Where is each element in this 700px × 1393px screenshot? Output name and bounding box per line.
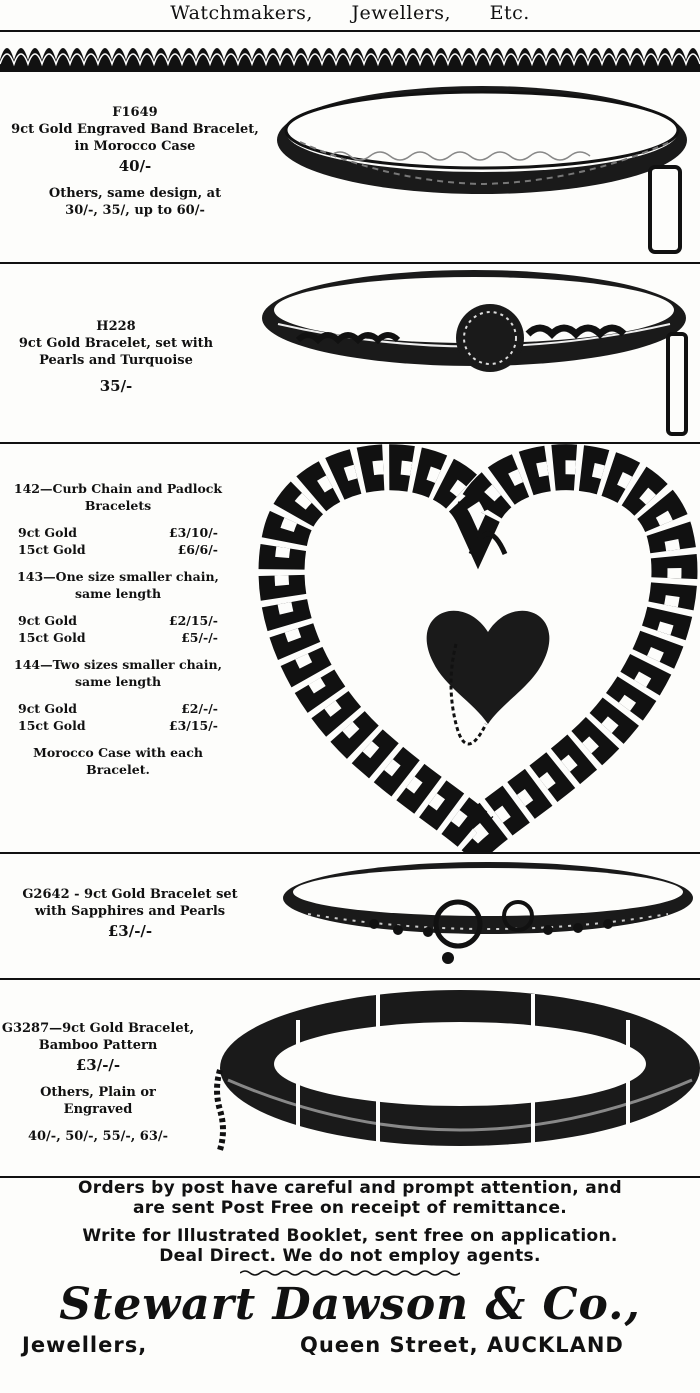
item-h228-desc1: 9ct Gold Bracelet, set with: [18, 336, 214, 351]
price-row-value: £3/10/-: [168, 525, 218, 540]
item-f1649-code: F1649: [112, 105, 158, 120]
item-g3287-extra3: 40/-, 50/-, 55/-, 63/-: [27, 1129, 169, 1144]
address-jewellers: Jewellers,: [22, 1333, 148, 1357]
item-f1649-desc2: in Morocco Case: [74, 139, 196, 154]
price-row-label: 15ct Gold: [18, 630, 86, 645]
price-row-label: 15ct Gold: [18, 542, 86, 557]
item-h228-text: [0, 318, 232, 395]
notice-line-1: Orders by post have careful and prompt attention, and: [78, 1178, 622, 1198]
bamboo-pattern-bracelet-illustration: [198, 980, 700, 1176]
item-h228: [0, 264, 700, 442]
price-row-144-9ct: [18, 700, 218, 717]
firm-address: [0, 1333, 700, 1363]
header-watchmakers: Watchmakers,: [170, 2, 313, 24]
notice-line-3: Write for Illustrated Booklet, sent free on application.: [82, 1226, 618, 1246]
advertiser-footer: [0, 1178, 700, 1363]
item-h228-price: 35/-: [99, 377, 133, 395]
price-row-value: £2/15/-: [168, 613, 218, 628]
curb-sub-144-b: same length: [74, 674, 162, 689]
item-g2642-price: £3/-/-: [107, 922, 153, 940]
item-h228-code: H228: [96, 319, 136, 334]
address-street: Queen Street, AUCKLAND: [300, 1333, 624, 1357]
item-g3287-extra2: Engraved: [63, 1102, 133, 1117]
wavy-divider: [240, 1269, 460, 1277]
notice-orders: [0, 1178, 700, 1218]
item-g3287-desc: Bamboo Pattern: [38, 1038, 158, 1053]
item-f1649-extra2: 30/-, 35/, up to 60/-: [65, 203, 205, 218]
curb-chain-padlock-illustration: [256, 444, 700, 852]
price-row-value: £5/-/-: [181, 630, 218, 645]
price-row-label: 15ct Gold: [18, 718, 86, 733]
item-g2642-line1: G2642 - 9ct Gold Bracelet set: [22, 887, 238, 902]
price-row-value: £3/15/-: [168, 718, 218, 733]
scalloped-border: [0, 30, 700, 72]
curb-note-1: Morocco Case with each: [33, 745, 203, 760]
curb-sub-144-a: 144—Two sizes smaller chain,: [14, 657, 222, 672]
item-f1649: [0, 72, 700, 262]
curb-sub-143-b: same length: [74, 586, 162, 601]
curb-title-1: 142—Curb Chain and Padlock: [13, 481, 223, 496]
curb-sub-143-a: 143—One size smaller chain,: [17, 569, 219, 584]
item-f1649-extra1: Others, same design, at: [48, 186, 222, 201]
pearl-turquoise-bracelet-illustration: [258, 264, 700, 442]
item-g2642-line2: with Sapphires and Pearls: [34, 904, 226, 919]
page-header: [0, 0, 700, 26]
sapphire-pearl-bracelet-illustration: [278, 854, 700, 978]
price-row-label: 9ct Gold: [18, 701, 77, 716]
item-h228-desc2: Pearls and Turquoise: [39, 353, 193, 368]
notice-line-4: Deal Direct. We do not employ agents.: [159, 1246, 541, 1266]
price-row-143-15ct: [18, 629, 218, 646]
item-g3287-text: [0, 1020, 196, 1145]
price-row-value: £2/-/-: [181, 701, 218, 716]
price-row-142-9ct: [18, 524, 218, 541]
item-g3287-extra1: Others, Plain or: [40, 1085, 156, 1100]
item-f1649-desc1: 9ct Gold Engraved Band Bracelet,: [11, 122, 259, 137]
item-curb-chain: [0, 444, 700, 852]
price-row-144-15ct: [18, 717, 218, 734]
price-row-value: £6/6/-: [177, 542, 218, 557]
price-row-label: 9ct Gold: [18, 525, 77, 540]
header-jewellers: Jewellers,: [351, 2, 452, 24]
price-row-142-15ct: [18, 541, 218, 558]
firm-name: Stewart Dawson & Co.,: [59, 1279, 641, 1330]
notice-booklet: [0, 1226, 700, 1266]
item-g3287: [0, 980, 700, 1176]
curb-title-2: Bracelets: [84, 498, 152, 513]
item-g2642: [0, 854, 700, 978]
curb-note-2: Bracelet.: [86, 762, 150, 777]
price-row-label: 9ct Gold: [18, 613, 77, 628]
engraved-band-bracelet-illustration: [270, 72, 700, 262]
item-curb-chain-text: [0, 480, 236, 778]
item-g3287-code: G3287—9ct Gold Bracelet,: [1, 1021, 195, 1036]
item-f1649-price: 40/-: [118, 157, 152, 175]
price-row-143-9ct: [18, 612, 218, 629]
item-f1649-text: [0, 104, 270, 219]
notice-line-2: are sent Post Free on receipt of remittance.: [132, 1198, 568, 1218]
item-g2642-text: [0, 886, 260, 940]
header-etc: Etc.: [489, 2, 530, 24]
item-g3287-price: £3/-/-: [75, 1056, 121, 1074]
